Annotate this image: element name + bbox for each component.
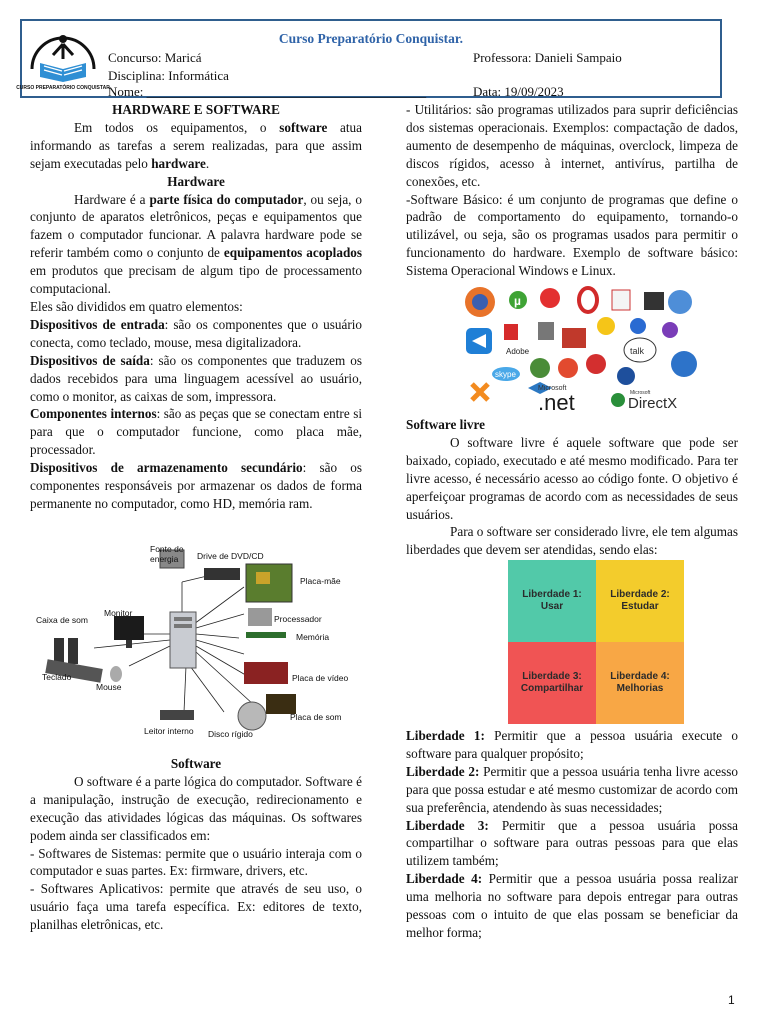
tile-liberdade-1: Liberdade 1: Usar: [508, 560, 596, 642]
divided-line: Eles são divididos em quatro elementos:: [30, 298, 243, 314]
professora-line: Professora: Danieli Sampaio: [473, 50, 622, 65]
tile-liberdade-2: Liberdade 2: Estudar: [596, 560, 684, 642]
svg-text:Caixa de som: Caixa de som: [36, 615, 88, 625]
main-title: HARDWARE E SOFTWARE: [112, 102, 280, 117]
tile-liberdade-3: Liberdade 3: Compartilhar: [508, 642, 596, 724]
right-column-top: [406, 101, 738, 280]
logo-text: CURSO PREPARATÓRIO CONQUISTAR: [16, 85, 110, 91]
software-paragraph: O software é a parte lógica do computador. Software é a manipulação, instrução de execução, redirecionamento e execução das atividades lógicas das máquinas. Os softwares podem ainda ser classificados em:: [30, 773, 362, 843]
software-logos-collage: [458, 284, 708, 414]
liberdade-1-text: Liberdade 1: Permitir que a pessoa usuária execute o software para qualquer propósito;: [406, 728, 738, 761]
svg-text:µ: µ: [514, 294, 521, 308]
nome-line: Nome: ___________________________________________: [108, 84, 427, 99]
right-column-liberdades: [406, 727, 738, 942]
svg-text:Memória: Memória: [296, 632, 330, 642]
software-heading: Software: [170, 756, 222, 771]
element-saida: Dispositivos de saída: são os componentes que traduzem os dados recebidos para uma linguagem acessível ao usuário, como o monitor, as caixas de som, impressora.: [30, 352, 362, 404]
left-software-section: [30, 755, 362, 934]
course-title: Curso Preparatório Conquistar.: [278, 31, 464, 46]
svg-text:Mouse: Mouse: [96, 682, 122, 692]
svg-text:DirectX: DirectX: [628, 395, 678, 412]
svg-text:Fonte de: Fonte de: [150, 544, 184, 554]
page-number: 1: [728, 993, 735, 1007]
svg-text:Teclado: Teclado: [42, 672, 72, 682]
svg-text:Processador: Processador: [274, 614, 322, 624]
svg-text:Placa-mãe: Placa-mãe: [300, 576, 341, 586]
element-armazenamento: Dispositivos de armazenamento secundário: são os componentes responsáveis por armazenar os dados de forma permanente no computador, como HD, memória ram.: [30, 460, 362, 511]
element-entrada: Dispositivos de entrada: são os componentes que o usuário conecta, como teclado, mouse, mesa digitalizadora.: [30, 316, 362, 350]
liberdade-3-text: Liberdade 3: Permitir que a pessoa usuária possa compartilhar o software para outras pessoas para que elas utilizem também;: [406, 817, 738, 869]
svg-text:Adobe: Adobe: [506, 347, 530, 356]
svg-text:Microsoft: Microsoft: [538, 385, 567, 392]
right-column-livre: [406, 416, 738, 559]
svg-text:Drive de DVD/CD: Drive de DVD/CD: [197, 551, 264, 561]
tile-liberdade-4: Liberdade 4: Melhorias: [596, 642, 684, 724]
basico-paragraph: -Software Básico: é um conjunto de programas que define o padrão de comportamento do equipamento, tornando-o utilizável, ou seja, são os programas usados para permitir o funcionamento do hardware. Exemplo de software básico: Sistema Operacional Windows e Linux.: [406, 191, 738, 279]
liberdade-4-text: Liberdade 4: Permitir que a pessoa usuária possa realizar uma melhoria no software para depois entregar para outras pessoas com o intuito de que elas possam se beneficiar da melhor forma;: [406, 871, 739, 940]
livre-paragraph-1: O software livre é aquele software que pode ser baixado, copiado, executado e até mesmo modificado. Para ter livre acesso, é necessário acesso ao código fonte. O objetivo é aperfeiçoar programas de acordo com as necessidades de seus usuários.: [406, 434, 738, 522]
software-aplicativos: - Softwares Aplicativos: permite que através de seu uso, o usuário faça uma tarefa específica. Ex: editores de texto, planilhas eletrônicas, etc.: [30, 881, 362, 933]
svg-text:talk: talk: [630, 346, 645, 356]
svg-text:Placa de som: Placa de som: [290, 712, 342, 722]
livre-paragraph-2: Para o software ser considerado livre, ele tem algumas liberdades que devem ser atendidas, sendo elas:: [406, 524, 738, 558]
hardware-heading: Hardware: [167, 173, 225, 189]
svg-text:energia: energia: [150, 554, 179, 564]
header-box: [16, 19, 722, 99]
svg-text:Monitor: Monitor: [104, 608, 133, 618]
element-internos: Componentes internos: são as peças que se conectam entre si para que o computador funcione, como placa mãe, processador.: [30, 406, 362, 458]
intro-paragraph: Em todos os equipamentos, o software atua informando as tarefas a serem realizadas, para que assim sejam executadas pelo hardware.: [30, 119, 362, 171]
liberdade-2-text: Liberdade 2: Permitir que a pessoa usuária tenha livre acesso para que possa estudar e até mesmo customizar de acordo com sua preferência, atendendo às suas necessidades;: [406, 763, 738, 815]
software-sistemas: - Softwares de Sistemas: permite que o usuário interaja com o computador e suas partes. Ex: firmware, drivers, etc.: [30, 845, 362, 879]
svg-text:skype: skype: [495, 370, 516, 379]
hardware-diagram: [34, 542, 364, 738]
svg-text:Disco rígido: Disco rígido: [208, 729, 253, 739]
disciplina-line: Disciplina: Informática: [108, 68, 229, 83]
svg-text:Microsoft: Microsoft: [630, 390, 651, 396]
utilitarios-paragraph: - Utilitários: são programas utilizados para suprir deficiências dos sistemas operacionais. Exemplos: compactação de dados, aumento de desempenho de máquinas, overclock, limpeza de discos rígidos, acesso à internet, antivírus, partilha de conexões, etc.: [406, 102, 738, 189]
svg-text:.net: .net: [538, 390, 575, 415]
data-line: Data: 19/09/2023: [473, 84, 564, 99]
concurso-line: Concurso: Maricá: [108, 50, 202, 65]
left-column: [30, 101, 362, 513]
svg-text:Placa de vídeo: Placa de vídeo: [292, 673, 349, 683]
svg-text:Leitor interno: Leitor interno: [144, 726, 194, 736]
hardware-paragraph: Hardware é a parte física do computador, ou seja, o conjunto de aparatos eletrônicos, peças e equipamentos que fazem o computador funcionar. A palavra hardware pode se referir também como o conjunto de equipamentos acoplados em produtos que precisam de algum tipo de processamento computacional.: [30, 191, 363, 297]
livre-heading: Software livre: [406, 417, 485, 432]
liberdades-grid: [508, 560, 684, 724]
